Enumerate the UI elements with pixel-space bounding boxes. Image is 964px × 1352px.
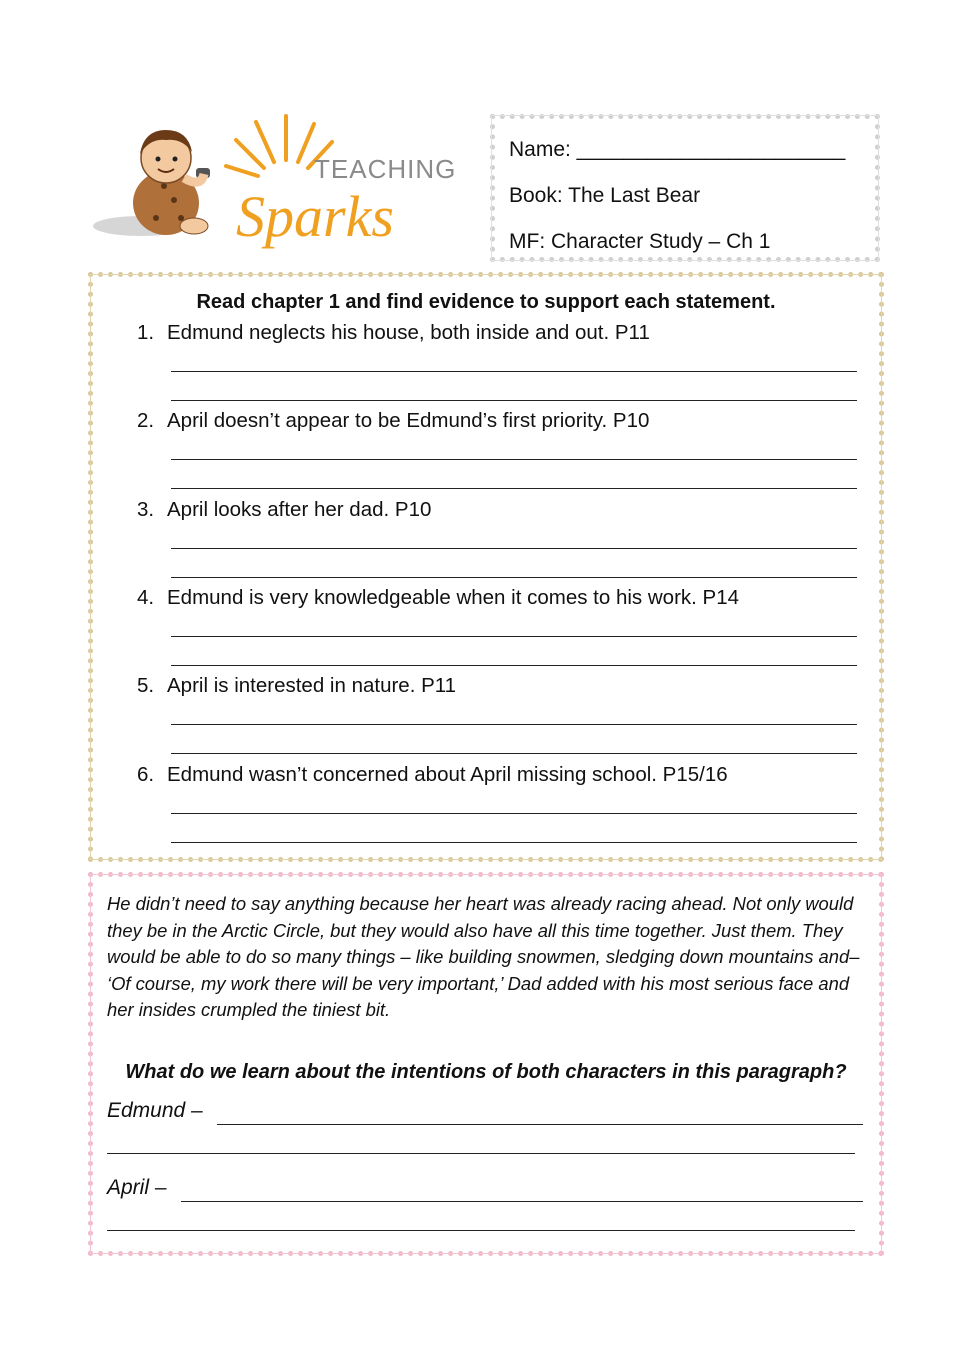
question-number: 4. [137, 586, 155, 609]
book-line: Book: The Last Bear [509, 184, 701, 207]
question-number: 6. [137, 763, 155, 786]
logo-wordmark-bottom: Sparks [236, 184, 394, 249]
question-number: 3. [137, 498, 155, 521]
answer-line[interactable] [171, 459, 857, 460]
logo-wordmark-top: TEACHING [314, 154, 456, 184]
question-text: April looks after her dad. P10 [167, 498, 432, 521]
question-6 [137, 763, 728, 787]
answer-line[interactable] [171, 842, 857, 843]
question-text: April doesn’t appear to be Edmund’s first priority. P10 [167, 409, 650, 432]
student-info-box [490, 114, 880, 262]
mf-line: MF: Character Study – Ch 1 [509, 230, 771, 253]
answer-line[interactable] [171, 400, 857, 401]
answer-line[interactable] [171, 577, 857, 578]
question-5 [137, 674, 456, 698]
passage-paragraph-1: He didn’t need to say anything because her heart was already racing ahead. Not only would they be in the Arctic Circle, but they would also have all this time together. Just them. They would be able to do so many things – like building snowmen, sledging down mountains and– [107, 893, 860, 968]
edmund-answer-line[interactable] [217, 1124, 863, 1125]
caveman-logo-image [86, 108, 456, 258]
edmund-label: Edmund – [107, 1099, 203, 1122]
question-text: April is interested in nature. P11 [167, 674, 457, 697]
question-number: 5. [137, 674, 155, 697]
evidence-section [88, 272, 884, 862]
teaching-sparks-logo [86, 108, 456, 258]
passage-question: What do we learn about the intentions of both characters in this paragraph? [125, 1061, 847, 1083]
answer-line[interactable] [171, 724, 857, 725]
question-2 [137, 409, 649, 433]
april-label: April – [107, 1176, 167, 1199]
answer-line[interactable] [171, 753, 857, 754]
answer-line[interactable] [171, 548, 857, 549]
answer-line[interactable] [171, 371, 857, 372]
question-4 [137, 586, 739, 610]
question-number: 2. [137, 409, 155, 432]
passage-text [107, 891, 867, 1024]
evidence-instructions: Read chapter 1 and find evidence to support each statement. [196, 291, 776, 313]
name-line: Name: _______________________ [509, 138, 846, 161]
answer-line[interactable] [171, 488, 857, 489]
question-text: Edmund is very knowledgeable when it comes to his work. P14 [167, 586, 740, 609]
question-text: Edmund wasn’t concerned about April missing school. P15/16 [167, 763, 728, 786]
question-1 [137, 321, 650, 345]
edmund-answer-line-2[interactable] [107, 1153, 855, 1154]
question-3 [137, 498, 431, 522]
april-answer-line[interactable] [181, 1201, 863, 1202]
passage-section [88, 872, 884, 1256]
april-answer-line-2[interactable] [107, 1230, 855, 1231]
question-number: 1. [137, 321, 155, 344]
answer-line[interactable] [171, 665, 857, 666]
question-text: Edmund neglects his house, both inside and out. P11 [167, 321, 650, 344]
answer-line[interactable] [171, 813, 857, 814]
passage-paragraph-2: ‘Of course, my work there will be very important,’ Dad added with his most serious face and her insides crumpled the tiniest bit. [107, 972, 850, 1021]
answer-line[interactable] [171, 636, 857, 637]
